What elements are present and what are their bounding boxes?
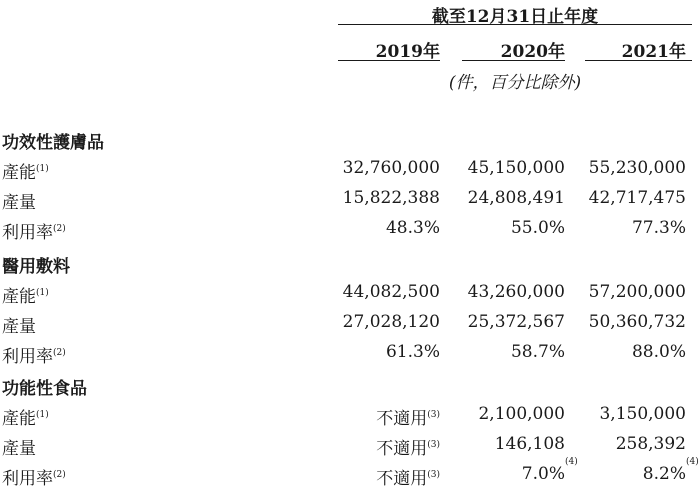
period-header: 截至12月31日止年度 [431, 7, 599, 27]
cell-value-wrap [478, 404, 565, 424]
table-cell [575, 218, 686, 238]
row-label-text: 產能 [2, 163, 36, 183]
cell-value-wrap [642, 457, 699, 484]
cell-value: 44,082,500 [342, 282, 440, 302]
table-cell [575, 342, 686, 362]
table-cell [330, 434, 440, 459]
footnote-marker: (2) [53, 348, 66, 358]
cell-value-wrap [599, 404, 686, 424]
table-cell [330, 218, 440, 238]
footnote-marker: (3) [427, 440, 440, 450]
cell-value-wrap [468, 282, 565, 302]
table-cell [455, 218, 565, 238]
footnote-marker: (1) [36, 410, 49, 420]
cell-value: 55.0% [510, 218, 565, 238]
cell-value-wrap [632, 342, 686, 362]
table-cell [575, 282, 686, 302]
cell-value-wrap [511, 218, 565, 238]
footnote-marker: (3) [427, 470, 440, 480]
cell-value-wrap [376, 469, 440, 489]
cell-value: 48.3% [385, 218, 440, 238]
row-label [2, 312, 36, 337]
cell-value-wrap [589, 158, 686, 178]
table-cell [455, 188, 565, 208]
table-cell [330, 188, 440, 208]
cell-value-wrap [632, 218, 686, 238]
cell-value: 146,108 [494, 434, 565, 454]
year-rule-2021 [585, 60, 692, 61]
row-label-text: 產量 [2, 317, 36, 337]
footnote-marker: (3) [427, 410, 440, 420]
cell-value: 50,360,732 [588, 312, 686, 332]
table-cell [330, 312, 440, 332]
cell-value-wrap [468, 158, 565, 178]
section-title: 功效性護膚品 [2, 133, 104, 153]
cell-value: 不適用 [376, 409, 428, 429]
table-cell [575, 404, 686, 424]
cell-value: 258,392 [615, 434, 686, 454]
table-cell [455, 312, 565, 332]
year-rule-2019 [338, 60, 440, 61]
year-header-2019: 2019年 [375, 42, 440, 62]
cell-value: 55,230,000 [588, 158, 686, 178]
table-cell [575, 312, 686, 332]
cell-value: 42,717,475 [588, 188, 686, 208]
row-label-text: 利用率 [2, 223, 53, 243]
cell-value: 43,260,000 [467, 282, 565, 302]
table-cell [455, 404, 565, 424]
footnote-marker: (4) [565, 457, 578, 467]
cell-value-wrap [343, 312, 440, 332]
footnote-marker: (1) [36, 164, 49, 174]
section-title: 醫用敷料 [2, 257, 70, 277]
table-cell [330, 464, 440, 489]
year-rule-2020 [462, 60, 565, 61]
table-cell [455, 457, 578, 484]
cell-value: 25,372,567 [467, 312, 565, 332]
cell-value: 15,822,388 [342, 188, 440, 208]
cell-value: 58.7% [510, 342, 565, 362]
cell-value-wrap [386, 218, 440, 238]
cell-value-wrap [343, 188, 440, 208]
row-label [2, 342, 66, 367]
row-label-text: 產量 [2, 193, 36, 213]
table-cell [330, 342, 440, 362]
unit-note: (件，百分比除外) [448, 73, 582, 93]
cell-value-wrap [589, 282, 686, 302]
cell-value-wrap [343, 158, 440, 178]
table-cell [575, 434, 686, 454]
cell-value-wrap [589, 312, 686, 332]
row-label-text: 產能 [2, 287, 36, 307]
table-cell [455, 158, 565, 178]
cell-value: 32,760,000 [342, 158, 440, 178]
cell-value: 57,200,000 [588, 282, 686, 302]
row-label [2, 218, 66, 243]
row-label [2, 282, 49, 307]
row-label-text: 產能 [2, 409, 36, 429]
cell-value: 3,150,000 [599, 404, 686, 424]
table-cell [455, 282, 565, 302]
row-label [2, 404, 49, 429]
cell-value-wrap [495, 434, 565, 454]
footnote-marker: (1) [36, 288, 49, 298]
cell-value: 不適用 [376, 439, 428, 459]
table-cell [330, 282, 440, 302]
year-header-2021: 2021年 [621, 42, 686, 62]
cell-value-wrap [616, 434, 686, 454]
cell-value-wrap [386, 342, 440, 362]
row-label [2, 434, 36, 459]
cell-value: 61.3% [385, 342, 440, 362]
footnote-marker: (4) [686, 457, 699, 467]
cell-value-wrap [511, 342, 565, 362]
table-cell [575, 188, 686, 208]
cell-value: 77.3% [631, 218, 686, 238]
row-label-text: 產量 [2, 439, 36, 459]
cell-value: 7.0% [521, 464, 565, 484]
cell-value-wrap [376, 409, 440, 429]
table-cell [330, 158, 440, 178]
year-header-2020: 2020年 [500, 42, 565, 62]
cell-value-wrap [521, 457, 578, 484]
row-label-text: 利用率 [2, 347, 53, 367]
cell-value: 24,808,491 [467, 188, 565, 208]
footnote-marker: (2) [53, 224, 66, 234]
cell-value-wrap [468, 188, 565, 208]
cell-value: 8.2% [642, 464, 686, 484]
cell-value: 不適用 [376, 469, 428, 489]
table-cell [455, 434, 565, 454]
cell-value: 88.0% [631, 342, 686, 362]
table-cell [575, 158, 686, 178]
table-cell [330, 404, 440, 429]
cell-value-wrap [343, 282, 440, 302]
row-label-text: 利用率 [2, 469, 53, 489]
row-label [2, 188, 36, 213]
section-title: 功能性食品 [2, 379, 87, 399]
cell-value: 27,028,120 [342, 312, 440, 332]
table-cell [575, 457, 699, 484]
cell-value-wrap [589, 188, 686, 208]
header-rule [338, 24, 692, 25]
table-cell [455, 342, 565, 362]
footnote-marker: (2) [53, 470, 66, 480]
row-label [2, 464, 66, 489]
cell-value-wrap [376, 439, 440, 459]
cell-value: 45,150,000 [467, 158, 565, 178]
cell-value-wrap [468, 312, 565, 332]
row-label [2, 158, 49, 183]
cell-value: 2,100,000 [478, 404, 565, 424]
